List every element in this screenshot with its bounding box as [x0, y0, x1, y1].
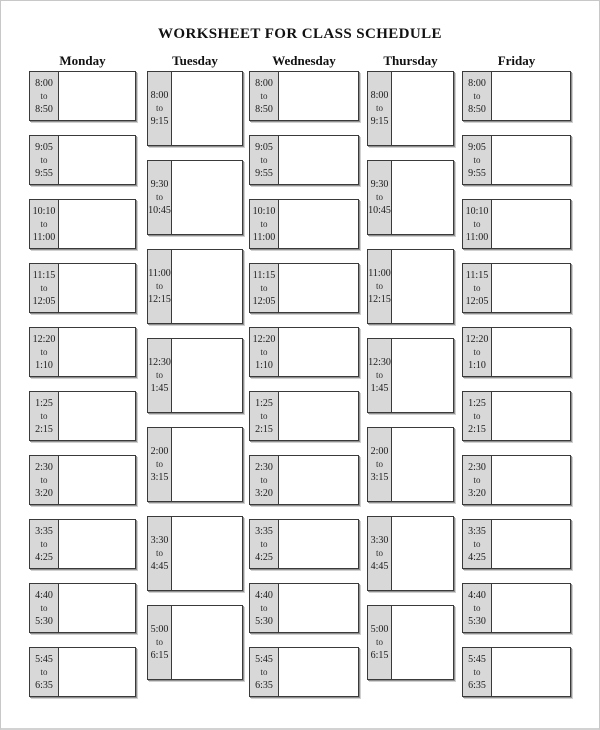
time-separator: to: [40, 666, 48, 677]
time-start: 9:05: [255, 141, 273, 153]
time-start: 2:30: [468, 461, 486, 473]
time-separator: to: [375, 103, 383, 113]
time-label: [30, 520, 59, 568]
time-end: 1:10: [35, 359, 53, 371]
time-end: 12:05: [465, 295, 489, 307]
time-separator: to: [40, 154, 48, 165]
time-start: 2:00: [370, 446, 389, 457]
time-slot: [147, 160, 243, 235]
time-label: [250, 72, 279, 120]
time-separator: to: [155, 192, 163, 202]
time-slot: [29, 647, 136, 697]
time-start: 11:00: [148, 268, 171, 279]
time-start: 2:30: [35, 461, 53, 473]
empty-slot-space: [59, 328, 135, 376]
time-label: [368, 428, 392, 501]
time-slot: [249, 135, 359, 185]
time-start: 8:00: [255, 77, 273, 89]
time-start: 2:30: [255, 461, 273, 473]
time-label: [250, 264, 279, 312]
time-separator: to: [155, 281, 163, 291]
time-end: 11:00: [465, 231, 489, 243]
time-start: 1:25: [468, 397, 486, 409]
empty-slot-space: [492, 264, 570, 312]
empty-slot-space: [172, 72, 242, 145]
empty-slot-space: [392, 161, 453, 234]
time-end: 6:35: [468, 679, 486, 691]
time-start: 4:40: [255, 589, 273, 601]
time-slot: [249, 455, 359, 505]
time-start: 5:00: [370, 624, 389, 635]
page-title: WORKSHEET FOR CLASS SCHEDULE: [158, 26, 442, 42]
time-slot: [147, 516, 243, 591]
time-end: 2:15: [255, 423, 273, 435]
slot-list: [29, 71, 136, 697]
time-start: 3:35: [35, 525, 53, 537]
time-slot: [147, 338, 243, 413]
time-label: [368, 517, 392, 590]
time-slot: [29, 391, 136, 441]
time-slot: [249, 327, 359, 377]
time-slot: [29, 327, 136, 377]
empty-slot-space: [492, 136, 570, 184]
day-header-friday: Friday: [497, 53, 536, 68]
time-end: 1:45: [370, 383, 389, 394]
time-label: [250, 200, 279, 248]
time-label: [148, 339, 172, 412]
time-separator: to: [473, 538, 481, 549]
time-slot: [367, 71, 454, 146]
time-end: 10:45: [368, 205, 391, 216]
time-start: 12:30: [368, 357, 391, 368]
time-label: [463, 136, 492, 184]
time-slot: [367, 516, 454, 591]
day-column-thursday: [367, 53, 454, 680]
empty-slot-space: [492, 72, 570, 120]
slot-list: [462, 71, 571, 697]
time-slot: [29, 583, 136, 633]
time-separator: to: [155, 459, 163, 469]
time-label: [463, 264, 492, 312]
time-separator: to: [40, 410, 48, 421]
empty-slot-space: [392, 72, 453, 145]
time-start: 9:05: [468, 141, 486, 153]
time-start: 5:00: [150, 624, 169, 635]
empty-slot-space: [279, 328, 358, 376]
time-label: [30, 392, 59, 440]
time-separator: to: [473, 474, 481, 485]
empty-slot-space: [279, 200, 358, 248]
time-separator: to: [260, 154, 268, 165]
time-slot: [29, 263, 136, 313]
time-start: 5:45: [35, 653, 53, 665]
time-slot: [367, 338, 454, 413]
time-label: [368, 250, 392, 323]
time-label: [30, 200, 59, 248]
time-label: [30, 264, 59, 312]
time-end: 3:20: [255, 487, 273, 499]
time-slot: [29, 135, 136, 185]
time-start: 3:35: [255, 525, 273, 537]
time-label: [250, 648, 279, 696]
empty-slot-space: [492, 584, 570, 632]
time-start: 8:00: [468, 77, 486, 89]
empty-slot-space: [59, 264, 135, 312]
time-end: 9:15: [370, 116, 389, 127]
time-separator: to: [155, 637, 163, 647]
time-separator: to: [40, 90, 48, 101]
time-separator: to: [375, 459, 383, 469]
time-separator: to: [473, 218, 481, 229]
time-slot: [29, 71, 136, 121]
time-start: 12:20: [252, 333, 276, 345]
time-slot: [29, 199, 136, 249]
time-label: [148, 72, 172, 145]
time-start: 5:45: [255, 653, 273, 665]
time-end: 8:50: [35, 103, 53, 115]
time-separator: to: [260, 218, 268, 229]
time-start: 3:30: [150, 535, 169, 546]
time-start: 1:25: [35, 397, 53, 409]
empty-slot-space: [59, 520, 135, 568]
time-start: 12:20: [465, 333, 489, 345]
time-start: 8:00: [35, 77, 53, 89]
time-label: [463, 392, 492, 440]
time-label: [250, 520, 279, 568]
time-start: 10:10: [32, 205, 56, 217]
time-slot: [147, 605, 243, 680]
empty-slot-space: [492, 456, 570, 504]
empty-slot-space: [279, 72, 358, 120]
empty-slot-space: [279, 264, 358, 312]
time-separator: to: [375, 192, 383, 202]
time-slot: [462, 455, 571, 505]
time-separator: to: [375, 281, 383, 291]
time-end: 12:05: [252, 295, 276, 307]
empty-slot-space: [172, 517, 242, 590]
time-slot: [462, 71, 571, 121]
time-slot: [462, 327, 571, 377]
time-label: [463, 648, 492, 696]
empty-slot-space: [492, 392, 570, 440]
time-start: 4:40: [35, 589, 53, 601]
time-end: 6:15: [370, 650, 389, 661]
time-label: [463, 584, 492, 632]
time-label: [250, 392, 279, 440]
empty-slot-space: [59, 648, 135, 696]
empty-slot-space: [172, 161, 242, 234]
time-label: [250, 456, 279, 504]
time-label: [148, 250, 172, 323]
time-start: 1:25: [255, 397, 273, 409]
time-label: [250, 136, 279, 184]
time-end: 12:05: [32, 295, 56, 307]
time-separator: to: [40, 538, 48, 549]
time-slot: [249, 263, 359, 313]
empty-slot-space: [59, 136, 135, 184]
time-end: 6:35: [255, 679, 273, 691]
empty-slot-space: [172, 428, 242, 501]
time-label: [368, 606, 392, 679]
time-separator: to: [260, 538, 268, 549]
time-separator: to: [473, 282, 481, 293]
time-end: 5:30: [468, 615, 486, 627]
empty-slot-space: [172, 339, 242, 412]
time-end: 2:15: [35, 423, 53, 435]
empty-slot-space: [492, 328, 570, 376]
time-label: [148, 606, 172, 679]
day-column-tuesday: [147, 53, 243, 680]
time-end: 9:55: [255, 167, 273, 179]
empty-slot-space: [172, 606, 242, 679]
time-start: 11:15: [32, 269, 56, 281]
time-slot: [462, 135, 571, 185]
empty-slot-space: [279, 136, 358, 184]
time-end: 5:30: [255, 615, 273, 627]
time-label: [250, 584, 279, 632]
time-label: [368, 72, 392, 145]
time-label: [30, 328, 59, 376]
time-end: 3:15: [150, 472, 169, 483]
time-start: 12:20: [32, 333, 56, 345]
time-end: 9:15: [150, 116, 169, 127]
time-end: 9:55: [468, 167, 486, 179]
time-start: 9:30: [370, 179, 389, 190]
empty-slot-space: [279, 520, 358, 568]
time-slot: [249, 583, 359, 633]
time-label: [463, 456, 492, 504]
time-label: [368, 161, 392, 234]
time-label: [463, 200, 492, 248]
time-slot: [462, 583, 571, 633]
time-separator: to: [40, 602, 48, 613]
time-end: 6:35: [35, 679, 53, 691]
time-separator: to: [375, 548, 383, 558]
time-slot: [462, 199, 571, 249]
time-separator: to: [260, 90, 268, 101]
time-end: 5:30: [35, 615, 53, 627]
time-separator: to: [40, 282, 48, 293]
time-start: 10:10: [252, 205, 276, 217]
time-end: 4:45: [370, 561, 389, 572]
time-slot: [147, 249, 243, 324]
time-separator: to: [260, 474, 268, 485]
time-slot: [249, 199, 359, 249]
time-end: 1:10: [468, 359, 486, 371]
day-header-thursday: Thursday: [383, 53, 438, 68]
time-end: 4:25: [255, 551, 273, 563]
empty-slot-space: [279, 456, 358, 504]
time-end: 4:25: [468, 551, 486, 563]
time-separator: to: [40, 474, 48, 485]
time-separator: to: [40, 218, 48, 229]
day-header-monday: Monday: [59, 53, 106, 68]
time-separator: to: [260, 346, 268, 357]
day-header-wednesday: Wednesday: [272, 53, 336, 68]
time-end: 12:15: [368, 294, 391, 305]
time-separator: to: [260, 282, 268, 293]
empty-slot-space: [59, 392, 135, 440]
time-start: 3:30: [370, 535, 389, 546]
time-end: 12:15: [148, 294, 171, 305]
time-end: 11:00: [252, 231, 276, 243]
slot-list: [367, 71, 454, 680]
time-end: 10:45: [148, 205, 171, 216]
time-end: 8:50: [468, 103, 486, 115]
time-start: 11:00: [368, 268, 391, 279]
empty-slot-space: [279, 584, 358, 632]
time-slot: [147, 71, 243, 146]
empty-slot-space: [392, 606, 453, 679]
time-start: 9:05: [35, 141, 53, 153]
empty-slot-space: [492, 200, 570, 248]
time-slot: [249, 71, 359, 121]
empty-slot-space: [59, 72, 135, 120]
time-label: [148, 428, 172, 501]
time-start: 12:30: [148, 357, 171, 368]
time-label: [463, 72, 492, 120]
time-end: 9:55: [35, 167, 53, 179]
empty-slot-space: [392, 517, 453, 590]
empty-slot-space: [59, 200, 135, 248]
time-separator: to: [473, 602, 481, 613]
time-label: [463, 520, 492, 568]
time-slot: [462, 391, 571, 441]
time-start: 11:15: [252, 269, 276, 281]
time-slot: [462, 647, 571, 697]
time-end: 8:50: [255, 103, 273, 115]
time-slot: [249, 647, 359, 697]
time-start: 10:10: [465, 205, 489, 217]
time-slot: [29, 455, 136, 505]
time-separator: to: [260, 410, 268, 421]
time-label: [30, 136, 59, 184]
time-separator: to: [375, 370, 383, 380]
empty-slot-space: [392, 339, 453, 412]
slot-list: [249, 71, 359, 697]
empty-slot-space: [59, 584, 135, 632]
time-start: 11:15: [465, 269, 489, 281]
time-slot: [462, 263, 571, 313]
time-end: 6:15: [150, 650, 169, 661]
time-end: 1:10: [255, 359, 273, 371]
time-label: [148, 517, 172, 590]
time-separator: to: [473, 154, 481, 165]
day-column-wednesday: [249, 53, 359, 697]
empty-slot-space: [279, 648, 358, 696]
time-slot: [367, 249, 454, 324]
empty-slot-space: [59, 456, 135, 504]
time-label: [463, 328, 492, 376]
time-end: 11:00: [32, 231, 56, 243]
time-slot: [147, 427, 243, 502]
time-end: 3:20: [468, 487, 486, 499]
time-start: 8:00: [150, 90, 169, 101]
time-label: [368, 339, 392, 412]
day-column-friday: [462, 53, 571, 697]
time-label: [30, 584, 59, 632]
time-separator: to: [260, 666, 268, 677]
time-slot: [249, 391, 359, 441]
day-header-tuesday: Tuesday: [172, 53, 218, 68]
empty-slot-space: [279, 392, 358, 440]
time-label: [250, 328, 279, 376]
time-end: 1:45: [150, 383, 169, 394]
time-separator: to: [40, 346, 48, 357]
time-slot: [367, 427, 454, 502]
time-end: 3:20: [35, 487, 53, 499]
time-start: 9:30: [150, 179, 169, 190]
day-column-monday: [29, 53, 136, 697]
time-separator: to: [473, 666, 481, 677]
time-start: 8:00: [370, 90, 389, 101]
time-slot: [367, 160, 454, 235]
empty-slot-space: [492, 648, 570, 696]
empty-slot-space: [172, 250, 242, 323]
time-label: [30, 456, 59, 504]
time-start: 3:35: [468, 525, 486, 537]
time-separator: to: [155, 370, 163, 380]
time-separator: to: [375, 637, 383, 647]
time-start: 2:00: [150, 446, 169, 457]
time-start: 5:45: [468, 653, 486, 665]
time-separator: to: [473, 346, 481, 357]
time-slot: [249, 519, 359, 569]
slot-list: [147, 71, 243, 680]
empty-slot-space: [392, 428, 453, 501]
time-start: 4:40: [468, 589, 486, 601]
time-label: [148, 161, 172, 234]
time-separator: to: [155, 103, 163, 113]
time-slot: [29, 519, 136, 569]
empty-slot-space: [492, 520, 570, 568]
time-end: 2:15: [468, 423, 486, 435]
time-end: 4:45: [150, 561, 169, 572]
time-slot: [367, 605, 454, 680]
time-separator: to: [260, 602, 268, 613]
time-slot: [462, 519, 571, 569]
time-separator: to: [473, 410, 481, 421]
schedule-columns: [29, 53, 571, 697]
time-end: 4:25: [35, 551, 53, 563]
time-label: [30, 648, 59, 696]
time-end: 3:15: [370, 472, 389, 483]
time-separator: to: [155, 548, 163, 558]
time-separator: to: [473, 90, 481, 101]
empty-slot-space: [392, 250, 453, 323]
time-label: [30, 72, 59, 120]
